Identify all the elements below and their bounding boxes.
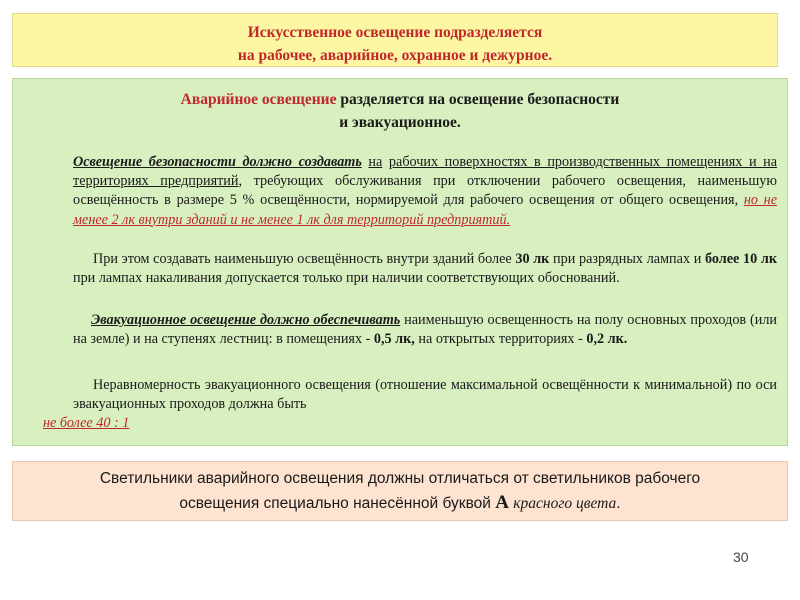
safety-underlined: рабочих поверхностях в производственных помещениях и на территориях предприятий — [73, 154, 778, 190]
uniformity-text: Неравномерность эвакуационного освещения (отношение максимальной освещённости к минимальной) по оси эвакуационных проходов должна быть — [73, 377, 777, 413]
note-letter: А — [495, 492, 509, 513]
limit-value-10: более 10 лк — [704, 251, 777, 267]
note-line-2 — [13, 491, 787, 516]
safety-emphasis: но не менее 2 лк внутри зданий и не менее 1 лк для территорий предприятий. — [73, 192, 777, 228]
limit-text-c: при разрядных лампах и — [549, 251, 705, 267]
evacuation-value-outdoor: 0,2 лк. — [586, 331, 628, 348]
title-highlight: Аварийное освещение — [180, 91, 337, 108]
evacuation-paragraph — [73, 311, 777, 349]
uniformity-emphasis: не более 40 : 1 — [43, 415, 130, 432]
emergency-lighting-box — [12, 78, 788, 446]
evacuation-lead: Эвакуационное освещение должно обеспечивать — [91, 312, 401, 328]
title-rest: разделяется на освещение безопасности — [336, 91, 620, 108]
note-line-1: Светильники аварийного освещения должны отличаться от светильников рабочего — [99, 470, 701, 487]
safety-text: , требующих обслуживания при отключении рабочего освещения, наименьшую освещённость в размере 5 % освещённости, нормируемой для рабочего освещения от общего освещения, — [73, 173, 777, 209]
header-line-2: на рабочее, аварийное, охранное и дежурное. — [237, 47, 553, 64]
note-text: освещения специально нанесённой буквой — [179, 495, 496, 512]
safety-lighting-paragraph — [73, 153, 777, 230]
header-line-1: Искусственное освещение подразделяется — [247, 24, 543, 41]
page-number: 30 — [733, 549, 749, 565]
uniformity-paragraph — [43, 376, 777, 434]
evacuation-text-c: на открытых территориях - — [414, 331, 587, 348]
note-end: . — [616, 495, 621, 512]
marking-note-box — [12, 461, 788, 521]
limit-text-a: При этом создавать наименьшую освещённость внутри зданий более — [93, 251, 516, 267]
section-title — [13, 88, 787, 134]
evacuation-text-a: наименьшую освещенность на полу основных проходов (или на земле) и на ступенях лестниц: в помещениях - — [73, 312, 777, 348]
note-red-text: красного цвета — [513, 495, 617, 512]
limit-value-30: 30 лк — [515, 251, 550, 267]
safety-na: на — [368, 154, 383, 170]
safety-lead: Освещение безопасности должно создавать — [73, 154, 362, 170]
title-line-2: и эвакуационное. — [339, 114, 461, 131]
evacuation-value-indoor: 0,5 лк, — [373, 331, 415, 348]
header-box — [12, 13, 778, 67]
limit-paragraph — [73, 250, 777, 288]
limit-text-d: при лампах накаливания допускается только при наличии соответствующих обоснований. — [73, 270, 620, 287]
